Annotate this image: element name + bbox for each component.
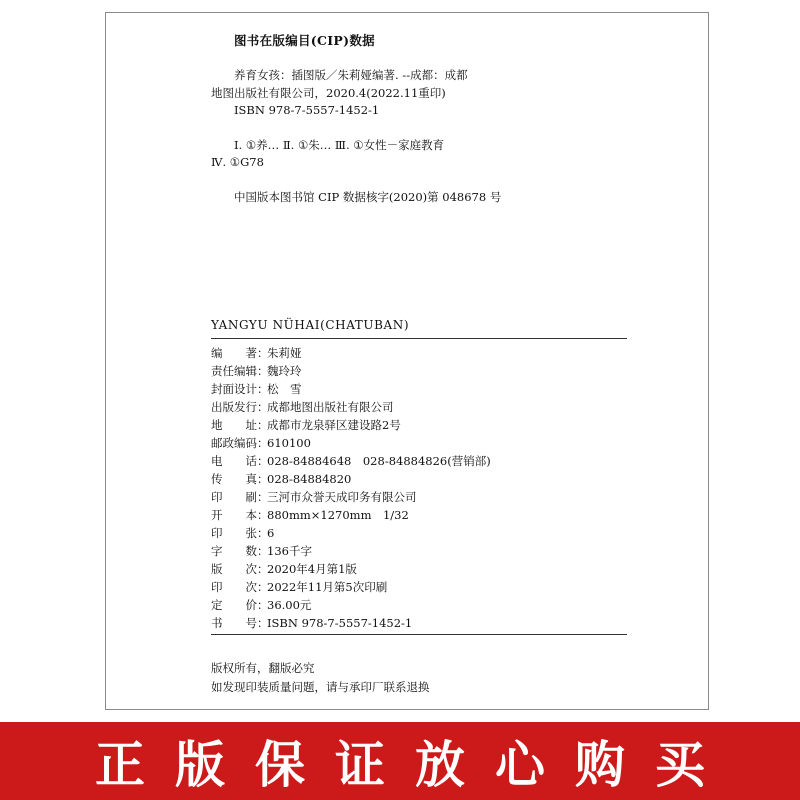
row-value: 36.00元 [267,598,312,612]
row-label: 地 址： [211,418,269,432]
row-value: 魏玲玲 [267,364,302,378]
pinyin-title: YANGYU NÜHAI(CHATUBAN) [211,318,410,332]
colophon-row-isbn [211,614,627,632]
row-label: 版 次： [211,562,269,576]
row-label: 开 本： [211,508,269,522]
row-value: 三河市众誉天成印务有限公司 [267,490,417,504]
row-value: 136千字 [267,544,312,558]
cip-record-number: 中国版本图书馆 CIP 数据核字(2020)第 048678 号 [234,190,502,204]
colophon-row-postcode [211,434,627,452]
row-value: 2020年4月第1版 [267,562,357,576]
authenticity-banner [0,722,800,800]
colophon-row-address [211,416,627,434]
cip-line-2: 地图出版社有限公司，2020.4(2022.11重印) [211,86,446,100]
row-label: 电 话： [211,454,269,468]
colophon-row-printer [211,488,627,506]
row-label: 责任编辑： [211,364,269,378]
row-value: 成都地图出版社有限公司 [267,400,394,414]
row-label: 印 次： [211,580,269,594]
colophon-row-sheets [211,524,627,542]
row-label: 印 刷： [211,490,269,504]
row-label: 出版发行： [211,400,269,414]
cip-classification-line: Ⅰ. ①养… Ⅱ. ①朱… Ⅲ. ①女性－家庭教育 [234,138,445,152]
colophon-row-word-count [211,542,627,560]
bottom-divider [211,634,627,635]
row-value: 610100 [267,436,311,450]
row-value: ISBN 978-7-5557-1452-1 [267,616,413,630]
quality-notice-line: 如发现印装质量问题，请与承印厂联系退换 [211,680,430,694]
row-label: 传 真： [211,472,269,486]
colophon-row-edition [211,560,627,578]
cip-classification-code: Ⅳ. ①G78 [211,155,264,169]
top-divider [211,338,627,339]
colophon-row-editor [211,362,627,380]
cip-line-1: 养育女孩：插图版／朱莉娅编著. --成都：成都 [234,68,468,82]
row-value: 松 雪 [267,382,302,396]
colophon-row-printing [211,578,627,596]
cip-isbn-line: ISBN 978-7-5557-1452-1 [234,103,380,117]
row-value: 成都市龙泉驿区建设路2号 [267,418,401,432]
colophon-table [211,344,627,632]
row-value: 028-84884820 [267,472,352,486]
row-label: 邮政编码： [211,436,269,450]
banner-text: 正版保证放心购买 [95,736,735,794]
cip-title: 图书在版编目(CIP)数据 [234,33,375,48]
colophon-row-format [211,506,627,524]
colophon-row-phone [211,452,627,470]
row-label: 印 张： [211,526,269,540]
row-value: 028-84884648 028-84884826(营销部) [267,454,491,468]
colophon-row-publisher [211,398,627,416]
row-value: 2022年11月第5次印刷 [267,580,388,594]
row-value: 朱莉娅 [267,346,302,360]
row-label: 定 价： [211,598,269,612]
row-label: 字 数： [211,544,269,558]
colophon-row-fax [211,470,627,488]
colophon-row-cover-design [211,380,627,398]
colophon-row-author [211,344,627,362]
row-label: 封面设计： [211,382,269,396]
row-value: 880mm×1270mm 1/32 [267,508,409,522]
row-value: 6 [267,526,275,540]
copyright-line: 版权所有，翻版必究 [211,661,315,675]
row-label: 书 号： [211,616,269,630]
row-label: 编 著： [211,346,269,360]
rights-notice [211,659,430,697]
colophon-row-price [211,596,627,614]
